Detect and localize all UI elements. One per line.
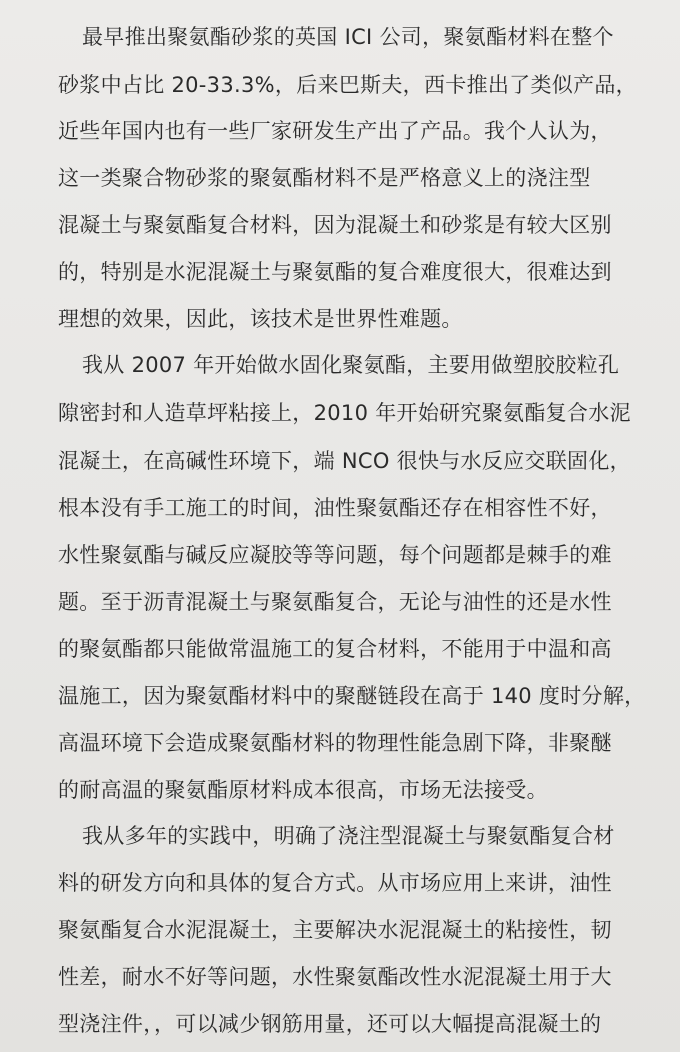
paragraph-3-line-5: 型浇注件，，可以减少钢筋用量，还可以大幅提高混凝土的 [58, 1012, 602, 1036]
paragraph-1-line-3: 近些年国内也有一些厂家研发生产出了产品。我个人认为， [58, 119, 612, 143]
paragraph-3-line-4: 性差，耐水不好等问题，水性聚氨酯改性水泥混凝土用于大 [58, 965, 612, 989]
paragraph-1-line-5: 混凝土与聚氨酯复合材料，因为混凝土和砂浆是有较大区别 [58, 213, 612, 237]
paragraph-1-line-4: 这一类聚合物砂浆的聚氨酯材料不是严格意义上的浇注型 [58, 166, 591, 190]
paragraph-1-line-6: 的，特别是水泥混凝土与聚氨酯的复合难度很大，很难达到 [58, 260, 612, 284]
paragraph-3-line-2: 料的研发方向和具体的复合方式。从市场应用上来讲，油性 [58, 871, 612, 895]
paragraph-1-line-7: 理想的效果，因此，该技术是世界性难题。 [58, 307, 463, 331]
paragraph-3-line-3: 聚氨酯复合水泥混凝土，主要解决水泥混凝土的粘接性，韧 [58, 918, 612, 942]
paragraph-3-line-1: 我从多年的实践中，明确了浇注型混凝土与聚氨酯复合材 [82, 824, 615, 848]
paragraph-2-line-10: 的耐高温的聚氨酯原材料成本很高，市场无法接受。 [58, 778, 548, 802]
paragraph-1-line-2: 砂浆中占比 20-33.3%，后来巴斯夫，西卡推出了类似产品， [58, 73, 637, 97]
paragraph-2-line-5: 水性聚氨酯与碱反应凝胶等等问题，每个问题都是棘手的难 [58, 543, 612, 567]
paragraph-2-line-1: 我从 2007 年开始做水固化聚氨酯，主要用做塑胶胶粒孔 [82, 353, 620, 377]
paragraph-2-line-6: 题。至于沥青混凝土与聚氨酯复合，无论与油性的还是水性 [58, 590, 612, 614]
paragraph-2-line-9: 高温环境下会造成聚氨酯材料的物理性能急剧下降，非聚醚 [58, 731, 612, 755]
paragraph-2-line-7: 的聚氨酯都只能做常温施工的复合材料，不能用于中温和高 [58, 637, 612, 661]
paragraph-2-line-3: 混凝土，在高碱性环境下，端 NCO 很快与水反应交联固化， [58, 449, 631, 473]
paragraph-2-line-4: 根本没有手工施工的时间，油性聚氨酯还存在相容性不好， [58, 496, 612, 520]
paragraph-1-line-1: 最早推出聚氨酯砂浆的英国 ICI 公司，聚氨酯材料在整个 [82, 25, 614, 49]
paragraph-2-line-2: 隙密封和人造草坪粘接上，2010 年开始研究聚氨酯复合水泥 [58, 401, 631, 425]
paragraph-2-line-8: 温施工，因为聚氨酯材料中的聚醚链段在高于 140 度时分解， [58, 684, 646, 708]
